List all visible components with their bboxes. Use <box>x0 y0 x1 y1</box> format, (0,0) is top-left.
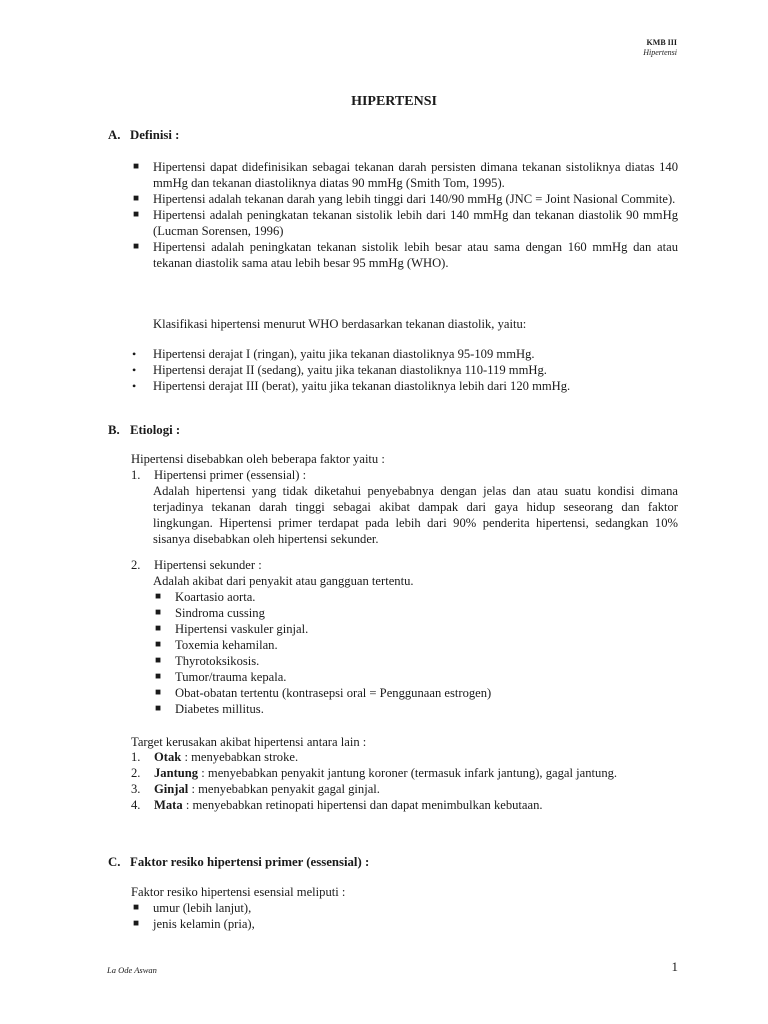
target-list <box>131 749 678 813</box>
square-bullet-icon: ■ <box>155 623 162 634</box>
square-bullet-icon: ■ <box>155 687 162 698</box>
square-bullet-icon: ■ <box>155 671 162 682</box>
list-item: ■ jenis kelamin (pria), <box>133 917 255 931</box>
running-header <box>643 38 677 58</box>
section-b-heading <box>108 422 180 438</box>
list-item: ■ Koartasio aorta. <box>155 590 256 604</box>
square-bullet-icon: ■ <box>155 639 162 650</box>
list-item: 1. Hipertensi primer (essensial) : <box>131 468 307 482</box>
primary-description: Adalah hipertensi yang tidak diketahui penyebabnya dengan jelas dan atau suatu kondisi dimana terjadinya tekanan darah tinggi sebagai akibat dampak dari gaya hidup seseorang dan faktor lingkungan. Hipertensi primer terdapat pada lebih dari 90% penderita hipertensi, sedangkan 10% sisanya disebabkan oleh hipertensi sekunder. <box>153 484 678 546</box>
round-bullet-icon: • <box>132 347 137 361</box>
section-c-letter: C. <box>108 855 121 869</box>
etiology-intro: Hipertensi disebabkan oleh beberapa faktor yaitu : <box>131 452 385 466</box>
list-item: ■ Diabetes millitus. <box>155 702 264 716</box>
list-item: ■ Hipertensi vaskuler ginjal. <box>155 622 309 636</box>
list-item: ■ Sindroma cussing <box>155 606 265 620</box>
list-item: ■ Tumor/trauma kepala. <box>155 670 287 684</box>
square-bullet-icon: ■ <box>155 607 162 618</box>
list-item: ■ Obat-obatan tertentu (kontrasepsi oral = Penggunaan estrogen) <box>155 686 492 700</box>
document-title: HIPERTENSI <box>351 94 437 109</box>
risk-factor-list <box>131 900 678 932</box>
section-b-letter: B. <box>108 423 120 437</box>
list-item: • Hipertensi derajat I (ringan), yaitu jika tekanan diastoliknya 95-109 mmHg. <box>132 347 535 361</box>
square-bullet-icon: ■ <box>155 703 162 714</box>
square-bullet-icon: ■ <box>133 241 140 252</box>
section-c-heading <box>108 854 369 870</box>
page-number: 1 <box>671 959 678 974</box>
section-a-heading <box>108 127 179 143</box>
square-bullet-icon: ■ <box>133 902 140 913</box>
footer-author: La Ode Aswan <box>107 965 157 975</box>
list-item: • Hipertensi derajat II (sedang), yaitu jika tekanan diastoliknya 110-119 mmHg. <box>132 363 547 377</box>
section-a-title: Definisi : <box>130 128 180 142</box>
list-item: • Hipertensi derajat III (berat), yaitu jika tekanan diastoliknya lebih dari 120 mmHg. <box>132 379 571 393</box>
square-bullet-icon: ■ <box>133 161 140 172</box>
round-bullet-icon: • <box>132 363 137 377</box>
list-item: ■ Hipertensi adalah peningkatan tekanan sistolik lebih dari 140 mmHg dan tekanan diastolik 90 mmHg (Lucman Sorensen, 1996) <box>133 208 678 238</box>
list-item: 2. Jantung : menyebabkan penyakit jantung koroner (termasuk infark jantung), gagal jantung. <box>131 766 618 780</box>
section-c-title: Faktor resiko hipertensi primer (essensial) : <box>130 855 370 869</box>
round-bullet-icon: • <box>132 379 137 393</box>
list-item: ■ Toxemia kehamilan. <box>155 638 278 652</box>
header-subtitle: Hipertensi <box>643 48 677 57</box>
list-item: 2. Hipertensi sekunder : <box>131 558 262 572</box>
definitions-list <box>131 159 678 271</box>
list-item: ■ Thyrotoksikosis. <box>155 654 260 668</box>
square-bullet-icon: ■ <box>155 655 162 666</box>
section-a-letter: A. <box>108 128 121 142</box>
secondary-causes-list <box>131 589 678 717</box>
target-intro: Target kerusakan akibat hipertensi antara lain : <box>131 735 367 749</box>
list-item: 4. Mata : menyebabkan retinopati hipertensi dan dapat menimbulkan kebutaan. <box>131 798 543 812</box>
list-item: ■ umur (lebih lanjut), <box>133 901 252 915</box>
secondary-description: Adalah akibat dari penyakit atau gangguan tertentu. <box>153 574 414 588</box>
list-item: ■ Hipertensi dapat didefinisikan sebagai tekanan darah persisten dimana tekanan sistoliknya diatas 140 mmHg dan tekanan diastoliknya diatas 90 mmHg (Smith Tom, 1995). <box>133 160 678 190</box>
list-item: ■ Hipertensi adalah tekanan darah yang lebih tinggi dari 140/90 mmHg (JNC = Joint Nasional Commite). <box>133 192 676 206</box>
section-b-title: Etiologi : <box>130 423 181 437</box>
list-item: 1. Otak : menyebabkan stroke. <box>131 750 299 764</box>
secondary-hypertension <box>131 557 678 717</box>
list-item: 3. Ginjal : menyebabkan penyakit gagal ginjal. <box>131 782 380 796</box>
square-bullet-icon: ■ <box>133 209 140 220</box>
square-bullet-icon: ■ <box>155 591 162 602</box>
classification-list <box>131 346 678 394</box>
header-code: KMB III <box>646 38 677 47</box>
square-bullet-icon: ■ <box>133 918 140 929</box>
risk-factor-intro: Faktor resiko hipertensi esensial meliputi : <box>131 885 346 899</box>
primary-hypertension <box>131 467 678 547</box>
square-bullet-icon: ■ <box>133 193 140 204</box>
list-item: ■ Hipertensi adalah peningkatan tekanan sistolik lebih besar atau sama dengan 160 mmHg dan atau tekanan diastolik sama atau lebih besar 95 mmHg (WHO). <box>133 240 678 270</box>
classification-intro: Klasifikasi hipertensi menurut WHO berdasarkan tekanan diastolik, yaitu: <box>153 317 527 331</box>
